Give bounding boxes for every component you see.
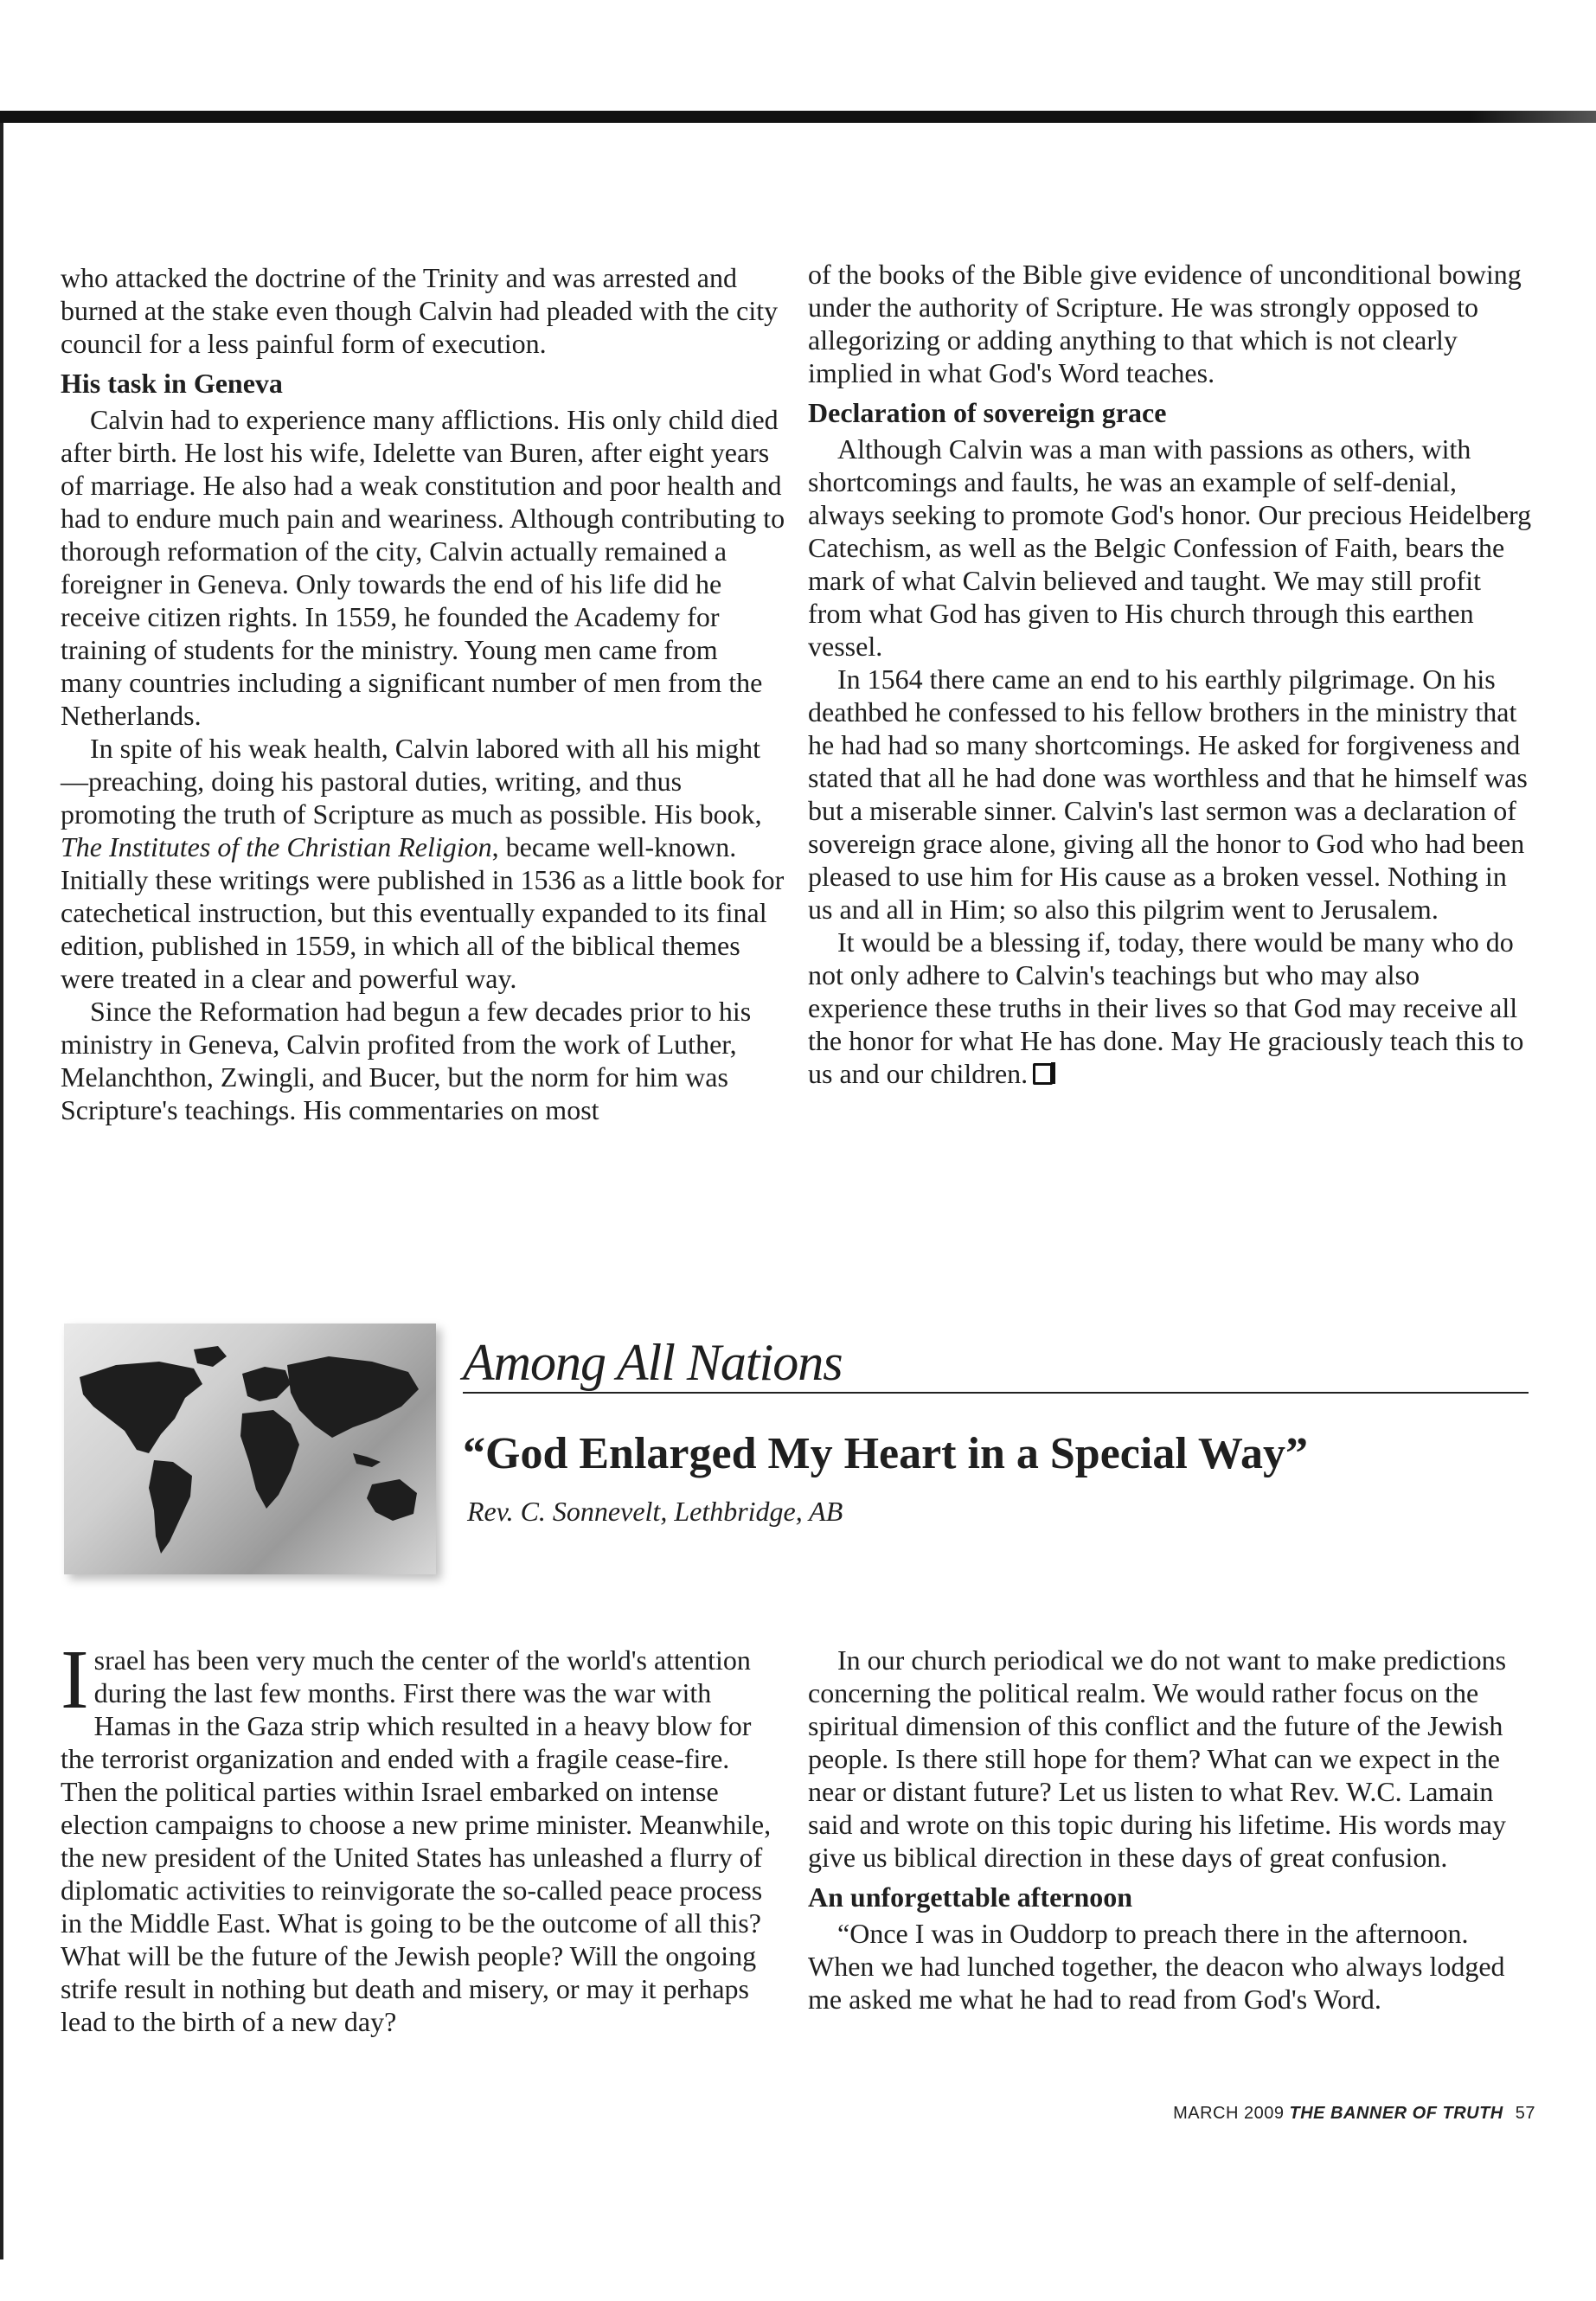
issue-date: MARCH 2009 — [1173, 2104, 1285, 2123]
continent-europe — [242, 1367, 291, 1401]
magazine-name: THE BANNER OF TRUTH — [1289, 2104, 1503, 2123]
paragraph-final — [808, 926, 1533, 1090]
column-top-left — [61, 261, 785, 1126]
text-run: In spite of his weak health, Calvin labored with all his might—preaching, doing his pastoral duties, writing, and thus promoting the truth of Scripture as much as possible. His book, — [61, 733, 762, 830]
paragraph-opening — [61, 1633, 785, 2038]
paragraph: In our church periodical we do not want to make predictions concerning the political realm. We would rather focus on the spiritual dimension of this conflict and the future of the Jewish people. Is there still hope for them? What can we expect in the near or distant future? Let us listen to what Rev. W.C. Lamain said and wrote on this topic during his lifetime. His words may give us biblical direction in these days of great confusion. — [808, 1644, 1507, 1873]
column-bottom-left — [61, 1633, 785, 2038]
column-top-right — [808, 258, 1533, 1090]
text-run: srael has been very much the center of the world's attention during the last few months. First there was the war with Hamas in the Gaza strip which resulted in a heavy blow for the terrorist organization and ended with a fragile cease-fire. Then the political parties within Israel embarked on intense election campaigns to choose a new prime minister. Meanwhile, the new president of the United States has unleashed a flurry of diplomatic activities to reinvigorate the so-called peace process in the Middle East. What is going to be the outcome of all this? What will be the future of the Jewish people? Will the ongoing strife result in nothing but death and misery, or may it perhaps lead to the birth of a new day? — [61, 1644, 772, 2037]
section-heading-unforgettable-afternoon: An unforgettable afternoon — [808, 1881, 1133, 1913]
continent-africa — [240, 1410, 299, 1509]
continent-indonesia — [353, 1453, 381, 1467]
continent-south-america — [149, 1460, 192, 1554]
byline: Rev. C. Sonnevelt, Lethbridge, AB — [467, 1496, 843, 1527]
paragraph: Although Calvin was a man with passions as others, with shortcomings and faults, he was an example of self-denial, always seeking to promote God's honor. Our precious Heidelberg Catechism, as well as the Belgic Confession of Faith, bears the mark of what Calvin believed and taught. We may still profit from what God has given to His church through this earthen vessel. — [808, 433, 1532, 662]
text-run: , became well-known. Initially these writings were published in 1536 as a little book for catechetical instruction, but this eventually expanded to its final edition, published in 1559, in which all of the biblical themes were treated in a clear and powerful way. — [61, 831, 785, 994]
world-map-icon — [64, 1324, 436, 1574]
drop-cap: I — [61, 1633, 89, 1727]
book-title: The Institutes of the Christian Religion — [61, 831, 492, 862]
scan-top-border — [0, 111, 1596, 123]
continent-asia — [287, 1356, 419, 1438]
section-heading-task-in-geneva: His task in Geneva — [61, 368, 283, 399]
page-number: 57 — [1515, 2104, 1535, 2123]
paragraph: Since the Reformation had begun a few decades prior to his ministry in Geneva, Calvin profited from the work of Luther, Melanchthon, Zwingli, and Bucer, but the norm for him was Scripture's teachings. His commentaries on most — [61, 996, 752, 1125]
end-of-article-icon — [1033, 1063, 1053, 1085]
section-title-rule — [463, 1392, 1529, 1394]
continent-australia — [367, 1479, 417, 1521]
paragraph: who attacked the doctrine of the Trinity and was arrested and burned at the stake even though Calvin had pleaded with the city council for a less painful form of execution. — [61, 262, 779, 359]
continent-greenland — [194, 1346, 227, 1367]
scan-left-edge — [0, 123, 3, 2259]
text-run: It would be a blessing if, today, there would be many who do not only adhere to Calvin's teachings but who may also experience these truths in their lives so that God may receive all the honor for what He has done. May He graciously teach this to us and our children. — [808, 926, 1524, 1089]
section-title: Among All Nations — [463, 1334, 843, 1391]
article-title: “God Enlarged My Heart in a Special Way” — [463, 1429, 1308, 1478]
page-footer — [1173, 2104, 1535, 2124]
world-map-graphic — [64, 1324, 436, 1574]
scan-top-border-fade — [1471, 111, 1596, 123]
continent-north-america — [80, 1362, 202, 1453]
paragraph: of the books of the Bible give evidence of unconditional bowing under the authority of Scripture. He was strongly opposed to allegorizing or adding anything to that which is not clearly implied in what God's Word teaches. — [808, 259, 1522, 388]
paragraph: In 1564 there came an end to his earthly pilgrimage. On his deathbed he confessed to his fellow brothers in the ministry that he had had so many shortcomings. He asked for forgiveness and stated that all he had done was worthless and that he himself was but a miserable sinner. Calvin's last sermon was a declaration of sovereign grace alone, giving all the honor to God who had been pleased to use him for His cause as a broken vessel. Nothing in us and all in Him; so also this pilgrim went to Jerusalem. — [808, 663, 1528, 925]
column-bottom-right — [808, 1644, 1535, 2016]
paragraph-institutes — [61, 732, 785, 995]
paragraph: “Once I was in Ouddorp to preach there in the afternoon. When we had lunched together, the deacon who always lodged me asked me what he had to read from God's Word. — [808, 1918, 1505, 2015]
section-heading-sovereign-grace: Declaration of sovereign grace — [808, 397, 1167, 428]
paragraph: Calvin had to experience many afflictions. His only child died after birth. He lost his wife, Idelette van Buren, after eight years of marriage. He also had a weak constitution and poor health and had to endure much pain and weariness. Although contributing to thorough reformation of the city, Calvin actually remained a foreigner in Geneva. Only towards the end of his life did he receive citizen rights. In 1559, he founded the Academy for training of students for the ministry. Young men came from many countries including a significant number of men from the Netherlands. — [61, 404, 785, 731]
